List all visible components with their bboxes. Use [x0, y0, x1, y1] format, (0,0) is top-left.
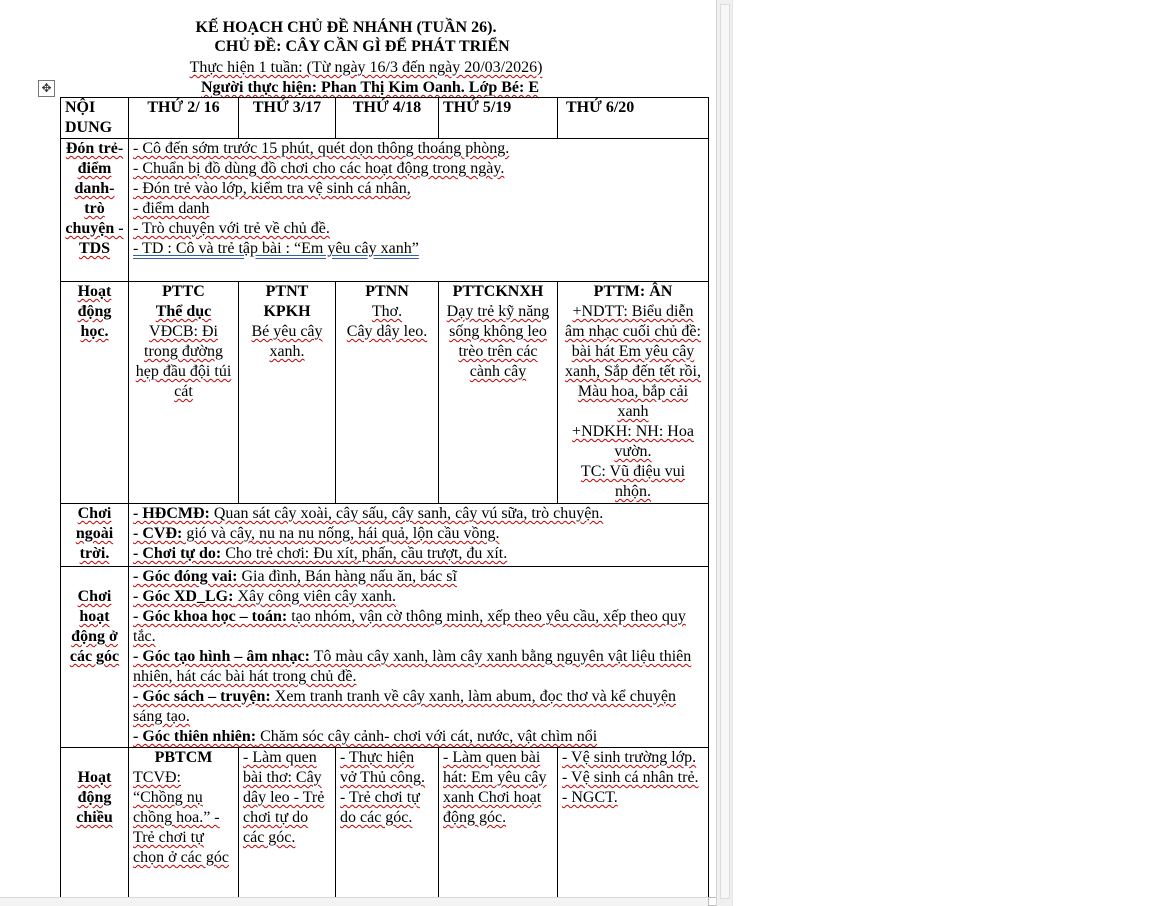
hd-tue-cell: [239, 282, 336, 504]
chieu-wed-cell: - Thực hiện vở Thủ công. - Trẻ chơi tự do các góc.: [336, 748, 439, 898]
hd-mon-area: PTTC: [162, 283, 205, 300]
row-label-hoat-dong-chieu: Hoạt động chiều: [61, 748, 129, 898]
table-header-row: [61, 98, 709, 139]
header-noi-dung: NỘI DUNG: [61, 98, 129, 139]
chieu-mon-text: TCVĐ: “Chồng nụ chồng hoa.” -Trẻ chơi tự chọn ở các góc: [133, 769, 229, 866]
chieu-mon-title: PBTCM: [154, 749, 213, 766]
header-thu-3: THỨ 3/17: [239, 98, 336, 139]
hd-wed-subject: Thơ.: [371, 303, 403, 320]
hd-wed-area: PTNN: [365, 283, 409, 300]
hd-mon-cell: [129, 282, 239, 504]
list-item: - TD : Cô và trẻ tập bài : “Em yêu cây xanh”: [133, 240, 419, 257]
list-item: - Đón trẻ vào lớp, kiểm tra vệ sinh cá nhân,: [133, 180, 411, 197]
header-thu-5: THỨ 5/19: [439, 98, 558, 139]
hd-fri-content2: +NDKH: NH: Hoa vườn.: [572, 423, 694, 460]
document-teacher: Người thực hiện: Phan Thị Kim Oanh. Lớp Bé: E: [200, 79, 540, 96]
list-item: - Góc đóng vai: Gia đình, Bán hàng nấu ăn, bác sĩ: [133, 568, 457, 585]
chieu-tue-cell: - Làm quen bài thơ: Cây dây leo - Trẻ chơi tự do các góc.: [239, 748, 336, 898]
list-item: - Góc thiên nhiên: Chăm sóc cây cảnh- chơi với cát, nước, vật chìm nổi: [133, 728, 598, 745]
hd-thu-area: PTTCKNXH: [452, 283, 544, 300]
table-move-handle-icon[interactable]: ✥: [38, 80, 55, 97]
list-item: - Góc khoa học – toán: tạo nhóm, vận cờ thông minh, xếp theo yêu cầu, xếp theo quy tắc.: [133, 608, 686, 645]
row-label-choi-goc: Chơi hoạt động ở các góc: [61, 567, 129, 748]
hd-fri-content3: TC: Vũ điệu vui nhộn.: [580, 463, 686, 500]
header-thu-6: THỨ 6/20: [558, 98, 709, 139]
list-item: - Cô đến sớm trước 15 phút, quét dọn thông thoáng phòng.: [133, 140, 510, 157]
document-duration: Thực hiện 1 tuần: (Từ ngày 16/3 đến ngày 20/03/2026): [189, 59, 543, 76]
list-item: - Góc tạo hình – âm nhạc: Tô màu cây xanh, làm cây xanh bằng nguyên vật liệu thiên nhiên, hát các bài hát trong chủ đề.: [133, 648, 692, 685]
hd-tue-content: Bé yêu cây xanh.: [251, 323, 323, 360]
list-item: - CVĐ: gió và cây, nu na nu nống, hái quả, lộn cầu vồng.: [133, 525, 500, 542]
scrollbar-thumb[interactable]: [720, 4, 730, 899]
table-row-hoat-dong-chieu: [61, 748, 709, 898]
hd-wed-content: Cây dây leo.: [346, 323, 428, 340]
table-row-hoat-dong-hoc: [61, 282, 709, 504]
side-panel: [733, 0, 1152, 906]
chieu-mon-cell: [129, 748, 239, 898]
list-item: - Góc XD_LG: Xây công viên cây xanh.: [133, 588, 397, 605]
row-label-choi-ngoai-troi: Chơi ngoài trời.: [61, 504, 129, 567]
table-row-don-tre: [61, 139, 709, 282]
chieu-thu-cell: - Làm quen bài hát: Em yêu cây xanh Chơi hoạt động góc.: [439, 748, 558, 898]
list-item: - Chuẩn bị đồ dùng đồ chơi cho các hoạt động trong ngày.: [133, 160, 505, 177]
plan-table: [60, 97, 709, 898]
corner-box: [708, 897, 716, 906]
hd-tue-area: PTNT: [265, 283, 309, 300]
row-label-don-tre: Đón trẻ- điểm danh- trò chuyện - TDS: [61, 139, 129, 282]
hd-tue-subject: KPKH: [263, 303, 311, 320]
chieu-fri-cell: - Vệ sinh trường lớp. - Vệ sinh cá nhân trẻ. - NGCT.: [558, 748, 709, 898]
table-row-choi-goc: [61, 567, 709, 748]
hd-wed-cell: [336, 282, 439, 504]
hd-fri-cell: [558, 282, 709, 504]
list-item: - điểm danh: [133, 200, 210, 217]
hd-fri-content: +NDTT: Biểu diễn âm nhạc cuối chủ đề: bài hát Em yêu cây xanh, Sắp đến tết rồi, Màu hoa, bắp cải xanh: [565, 303, 701, 420]
list-item: - Chơi tự do: Cho trẻ chơi: Đu xít, phấn, cầu trượt, đu xít.: [133, 545, 508, 562]
choi-goc-content: [129, 567, 709, 748]
hd-mon-subject: Thể dục: [155, 303, 212, 320]
document-title: KẾ HOẠCH CHỦ ĐỀ NHÁNH (TUẦN 26).: [195, 19, 497, 36]
header-thu-2: THỨ 2/ 16: [129, 98, 239, 139]
hd-fri-area: PTTM: ÂN: [593, 283, 673, 300]
list-item: - Góc sách – truyện: Xem tranh tranh về cây xanh, làm abum, đọc thơ và kể chuyện sáng tạo.: [133, 688, 676, 725]
hd-mon-content: VĐCB: Đi trong đường hẹp đầu đội túi cát: [135, 323, 232, 400]
don-tre-content: [129, 139, 709, 282]
document-theme: CHỦ ĐỀ: CÂY CẦN GÌ ĐỂ PHÁT TRIỂN: [214, 38, 510, 55]
vertical-scrollbar[interactable]: [716, 0, 732, 906]
choi-ngoai-troi-content: [129, 504, 709, 567]
hd-thu-content: Dạy trẻ kỹ năng sống không leo trèo trên các cành cây: [446, 303, 550, 380]
table-row-choi-ngoai-troi: [61, 504, 709, 567]
hd-thu-cell: [439, 282, 558, 504]
row-label-hoat-dong-hoc: Hoạt động học.: [61, 282, 129, 504]
horizontal-scrollbar[interactable]: [0, 897, 716, 906]
list-item: - HĐCMĐ: Quan sát cây xoài, cây sấu, cây sanh, cây vú sữa, trò chuyện.: [133, 505, 604, 522]
header-thu-4: THỨ 4/18: [336, 98, 439, 139]
list-item: - Trò chuyện với trẻ về chủ đề.: [133, 220, 330, 237]
